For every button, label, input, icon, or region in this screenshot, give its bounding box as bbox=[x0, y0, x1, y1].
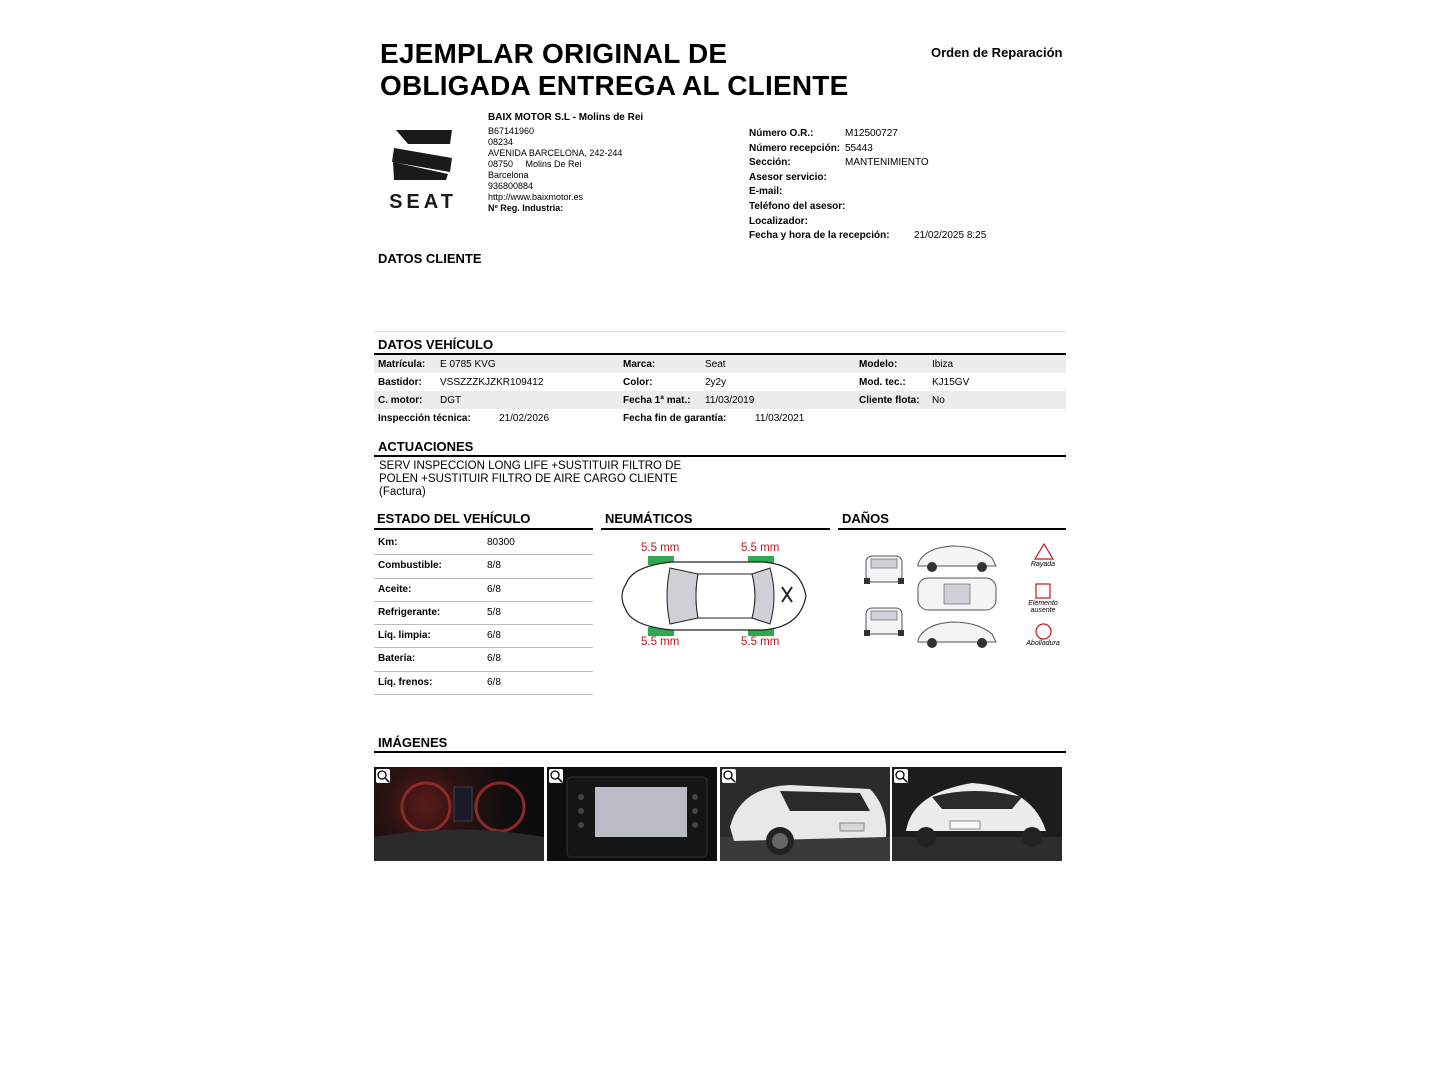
section-rule bbox=[374, 751, 1066, 753]
localizador-label: Localizador: bbox=[749, 215, 808, 227]
vehicle-row-3 bbox=[374, 391, 1066, 409]
fecha-recepcion-label: Fecha y hora de la recepción: bbox=[749, 230, 890, 242]
company-zip: 08750 bbox=[488, 159, 514, 169]
scratch-triangle-icon bbox=[1034, 543, 1054, 561]
matricula-value: E 0785 KVG bbox=[440, 358, 496, 370]
estado-row bbox=[374, 648, 593, 671]
car-views-icon bbox=[858, 540, 1003, 652]
seccion-value: MANTENIMIENTO bbox=[845, 157, 929, 169]
estado-key: Batería: bbox=[378, 653, 416, 665]
estado-value: 6/8 bbox=[487, 653, 501, 665]
section-rule bbox=[374, 528, 593, 530]
recepcion-value: 55443 bbox=[845, 142, 873, 154]
dent-circle-icon bbox=[1035, 623, 1052, 640]
estado-key: Aceite: bbox=[378, 583, 412, 595]
estado-key: Combustible: bbox=[378, 560, 442, 572]
photo-dashboard[interactable] bbox=[374, 767, 544, 861]
section-cliente: DATOS CLIENTE bbox=[378, 251, 482, 266]
estado-key: Líq. limpia: bbox=[378, 630, 431, 642]
missing-square-icon bbox=[1035, 583, 1051, 599]
estado-table bbox=[374, 532, 593, 695]
modelo-label: Modelo: bbox=[859, 358, 898, 370]
doc-type: Orden de Reparación bbox=[931, 45, 1063, 60]
tyre-rear-left-depth: 5.5 mm bbox=[741, 542, 780, 554]
marca-value: Seat bbox=[705, 358, 726, 370]
flota-label: Cliente flota: bbox=[859, 394, 920, 406]
company-province: Barcelona bbox=[488, 170, 529, 180]
numero-or-value: M12500727 bbox=[845, 128, 898, 139]
legend-abolladura: Abolladura bbox=[1026, 640, 1060, 647]
legend-ausente-line-1: Elemento bbox=[1028, 600, 1058, 607]
email-label: E-mail: bbox=[749, 186, 783, 198]
vehicle-table bbox=[374, 355, 1066, 427]
document-title bbox=[380, 38, 848, 102]
company-phone: 936800884 bbox=[488, 181, 534, 191]
tyre-front-left-depth: 5.5 mm bbox=[641, 542, 680, 554]
estado-value: 8/8 bbox=[487, 560, 501, 572]
car-top-view-icon bbox=[612, 554, 812, 638]
company-city: Molins De Rei bbox=[525, 159, 582, 169]
fecha1-label: Fecha 1ª mat.: bbox=[623, 394, 691, 406]
itv-value: 21/02/2026 bbox=[499, 412, 550, 424]
section-actuaciones: ACTUACIONES bbox=[378, 439, 474, 454]
photo-car-front[interactable] bbox=[892, 767, 1062, 861]
itv-label: Inspección técnica: bbox=[378, 412, 471, 424]
matricula-label: Matrícula: bbox=[378, 358, 426, 370]
vehicle-row-1 bbox=[374, 355, 1066, 373]
company-reg: Nº Reg. Industria: bbox=[488, 203, 564, 213]
estado-value: 80300 bbox=[487, 537, 515, 548]
estado-value: 6/8 bbox=[487, 676, 501, 688]
color-value: 2y2y bbox=[705, 376, 727, 388]
bastidor-label: Bastidor: bbox=[378, 376, 422, 388]
actuaciones-line-1: SERV INSPECCION LONG LIFE +SUSTITUIR FILTRO DE bbox=[379, 460, 682, 472]
estado-row bbox=[374, 555, 593, 578]
zoom-in-icon[interactable] bbox=[894, 769, 908, 783]
estado-value: 5/8 bbox=[487, 606, 501, 618]
legend-ausente-line-2: ausente bbox=[1030, 607, 1056, 614]
estado-row bbox=[374, 672, 593, 695]
numero-or-label: Número O.R.: bbox=[749, 128, 814, 139]
cmotor-value: DGT bbox=[440, 394, 462, 406]
estado-row bbox=[374, 579, 593, 602]
tyre-front-right-depth: 5.5 mm bbox=[641, 636, 680, 648]
estado-key: Km: bbox=[378, 537, 398, 548]
estado-key: Refrigerante: bbox=[378, 606, 441, 618]
section-imagenes: IMÁGENES bbox=[378, 735, 448, 750]
garantia-value: 11/03/2021 bbox=[755, 412, 805, 424]
actuaciones-line-3: (Factura) bbox=[379, 486, 426, 498]
asesor-label: Asesor servicio: bbox=[749, 171, 827, 183]
zoom-in-icon[interactable] bbox=[722, 769, 736, 783]
fecha1-value: 11/03/2019 bbox=[705, 394, 755, 406]
marca-label: Marca: bbox=[623, 358, 656, 370]
tyres-diagram bbox=[612, 540, 812, 652]
modtec-value: KJ15GV bbox=[932, 376, 970, 388]
modelo-value: Ibiza bbox=[932, 358, 954, 370]
zoom-in-icon[interactable] bbox=[549, 769, 563, 783]
company-address: AVENIDA BARCELONA, 242-244 bbox=[488, 148, 623, 158]
color-label: Color: bbox=[623, 376, 653, 388]
estado-row bbox=[374, 532, 593, 555]
estado-row bbox=[374, 602, 593, 625]
tyre-rear-right-depth: 5.5 mm bbox=[741, 636, 780, 648]
company-code: 08234 bbox=[488, 137, 514, 147]
flota-value: No bbox=[932, 394, 945, 406]
company-info bbox=[488, 112, 643, 214]
title-line-2: OBLIGADA ENTREGA AL CLIENTE bbox=[380, 70, 849, 101]
title-line-1: EJEMPLAR ORIGINAL DE bbox=[380, 38, 728, 69]
actuaciones-text bbox=[379, 460, 709, 499]
order-info bbox=[749, 127, 986, 244]
section-neumaticos: NEUMÁTICOS bbox=[605, 511, 693, 526]
company-web[interactable]: http://www.baixmotor.es bbox=[488, 192, 584, 202]
legend-rayada: Rayada bbox=[1030, 561, 1056, 568]
modtec-label: Mod. tec.: bbox=[859, 376, 906, 388]
photo-infotainment[interactable] bbox=[547, 767, 717, 861]
company-cif: B67141960 bbox=[488, 126, 535, 136]
logo-text: SEAT bbox=[389, 191, 457, 212]
estado-value: 6/8 bbox=[487, 583, 501, 595]
seccion-label: Sección: bbox=[749, 157, 791, 169]
photo-car-rear[interactable] bbox=[720, 767, 890, 861]
divider bbox=[374, 331, 1066, 332]
company-city-line bbox=[488, 159, 643, 170]
section-danos: DAÑOS bbox=[842, 511, 889, 526]
company-name: BAIX MOTOR S.L - Molins de Rei bbox=[488, 112, 644, 123]
actuaciones-line-2: POLEN +SUSTITUIR FILTRO DE AIRE CARGO CLIENTE bbox=[379, 473, 678, 485]
damage-diagram bbox=[858, 540, 1003, 652]
seat-logo bbox=[372, 124, 474, 212]
vehicle-row-4 bbox=[374, 409, 1066, 427]
vehicle-row-2 bbox=[374, 373, 1066, 391]
seat-logo-icon bbox=[372, 124, 474, 212]
estado-row bbox=[374, 625, 593, 648]
estado-key: Líq. frenos: bbox=[378, 676, 433, 688]
recepcion-label: Número recepción: bbox=[749, 142, 841, 154]
section-rule bbox=[601, 528, 830, 530]
garantia-label: Fecha fin de garantía: bbox=[623, 412, 727, 424]
bastidor-value: VSSZZZKJZKR109412 bbox=[440, 376, 544, 388]
section-rule bbox=[374, 455, 1066, 457]
section-estado: ESTADO DEL VEHÍCULO bbox=[377, 511, 531, 526]
cmotor-label: C. motor: bbox=[378, 394, 423, 406]
legend-ausente bbox=[1018, 600, 1068, 614]
fecha-recepcion-value: 21/02/2025 8:25 bbox=[914, 230, 987, 242]
section-rule bbox=[838, 528, 1066, 530]
zoom-in-icon[interactable] bbox=[376, 769, 390, 783]
telefono-label: Teléfono del asesor: bbox=[749, 200, 846, 212]
section-vehiculo: DATOS VEHÍCULO bbox=[378, 337, 494, 352]
estado-value: 6/8 bbox=[487, 630, 501, 642]
